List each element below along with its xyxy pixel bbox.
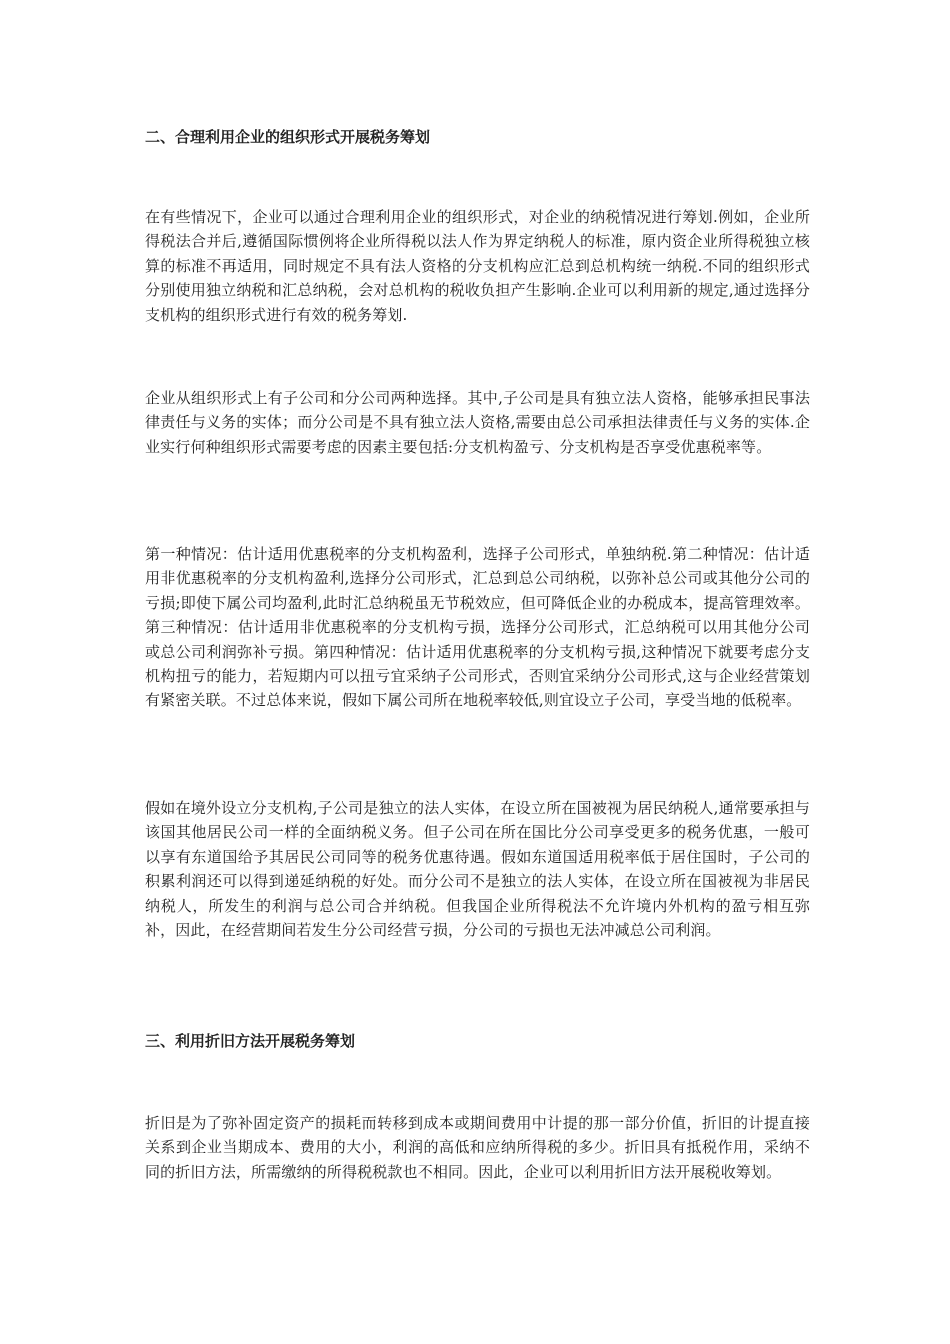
paragraph-overseas-branches: 假如在境外设立分支机构,子公司是独立的法人实体，在设立所在国被视为居民纳税人,通常要承担与该国其他居民公司一样的全面纳税义务。但子公司在所在国比分公司享受更多的税务优惠，一般可以享有东道国给予其居民公司同等的税务优惠待遇。假如东道国适用税率低于居住国时，子公司的积累利润还可以得到递延纳税的好处。而分公司不是独立的法人实体，在设立所在国被视为非居民纳税人，所发生的利润与总公司合并纳税。但我国企业所得税法不允许境内外机构的盈亏相互弥补，因此，在经营期间若发生分公司经营亏损，分公司的亏损也无法冲减总公司利润。 [145,799,810,940]
section-heading-organization-form: 二、合理利用企业的组织形式开展税务筹划 [145,128,431,146]
paragraph-four-scenarios: 第一种情况：估计适用优惠税率的分支机构盈利，选择子公司形式，单独纳税.第二种情况：估计适用非优惠税率的分支机构盈利,选择分公司形式，汇总到总公司纳税，以弥补总公司或其他分公司的亏损;即使下属公司均盈利,此时汇总纳税虽无节税效应，但可降低企业的办税成本，提高管理效率。第三种情况：估计适用非优惠税率的分支机构亏损，选择分公司形式，汇总纳税可以用其他分公司或总公司利润弥补亏损。第四种情况：估计适用优惠税率的分支机构亏损,这种情况下就要考虑分支机构扭亏的能力，若短期内可以扭亏宜采纳子公司形式，否则宜采纳分公司形式,这与企业经营策划有紧密关联。不过总体来说，假如下属公司所在地税率较低,则宜设立子公司，享受当地的低税率。 [145,545,810,710]
paragraph-subsidiary-vs-branch: 企业从组织形式上有子公司和分公司两种选择。其中,子公司是具有独立法人资格，能够承担民事法律责任与义务的实体；而分公司是不具有独立法人资格,需要由总公司承担法律责任与义务的实体.企业实行何种组织形式需要考虑的因素主要包括:分支机构盈亏、分支机构是否享受优惠税率等。 [145,389,810,456]
paragraph-depreciation-intro: 折旧是为了弥补固定资产的损耗而转移到成本或期间费用中计提的那一部分价值，折旧的计提直接关系到企业当期成本、费用的大小，利润的高低和应纳所得税的多少。折旧具有抵税作用，采纳不同的折旧方法，所需缴纳的所得税税款也不相同。因此，企业可以利用折旧方法开展税收筹划。 [145,1114,810,1181]
paragraph-organization-intro: 在有些情况下，企业可以通过合理利用企业的组织形式，对企业的纳税情况进行筹划.例如，企业所得税法合并后,遵循国际惯例将企业所得税以法人作为界定纳税人的标准，原内资企业所得税独立核算的标准不再适用，同时规定不具有法人资格的分支机构应汇总到总机构统一纳税.不同的组织形式分别使用独立纳税和汇总纳税，会对总机构的税收负担产生影响.企业可以利用新的规定,通过选择分支机构的组织形式进行有效的税务筹划. [145,208,810,324]
section-heading-depreciation: 三、利用折旧方法开展税务筹划 [145,1032,356,1050]
